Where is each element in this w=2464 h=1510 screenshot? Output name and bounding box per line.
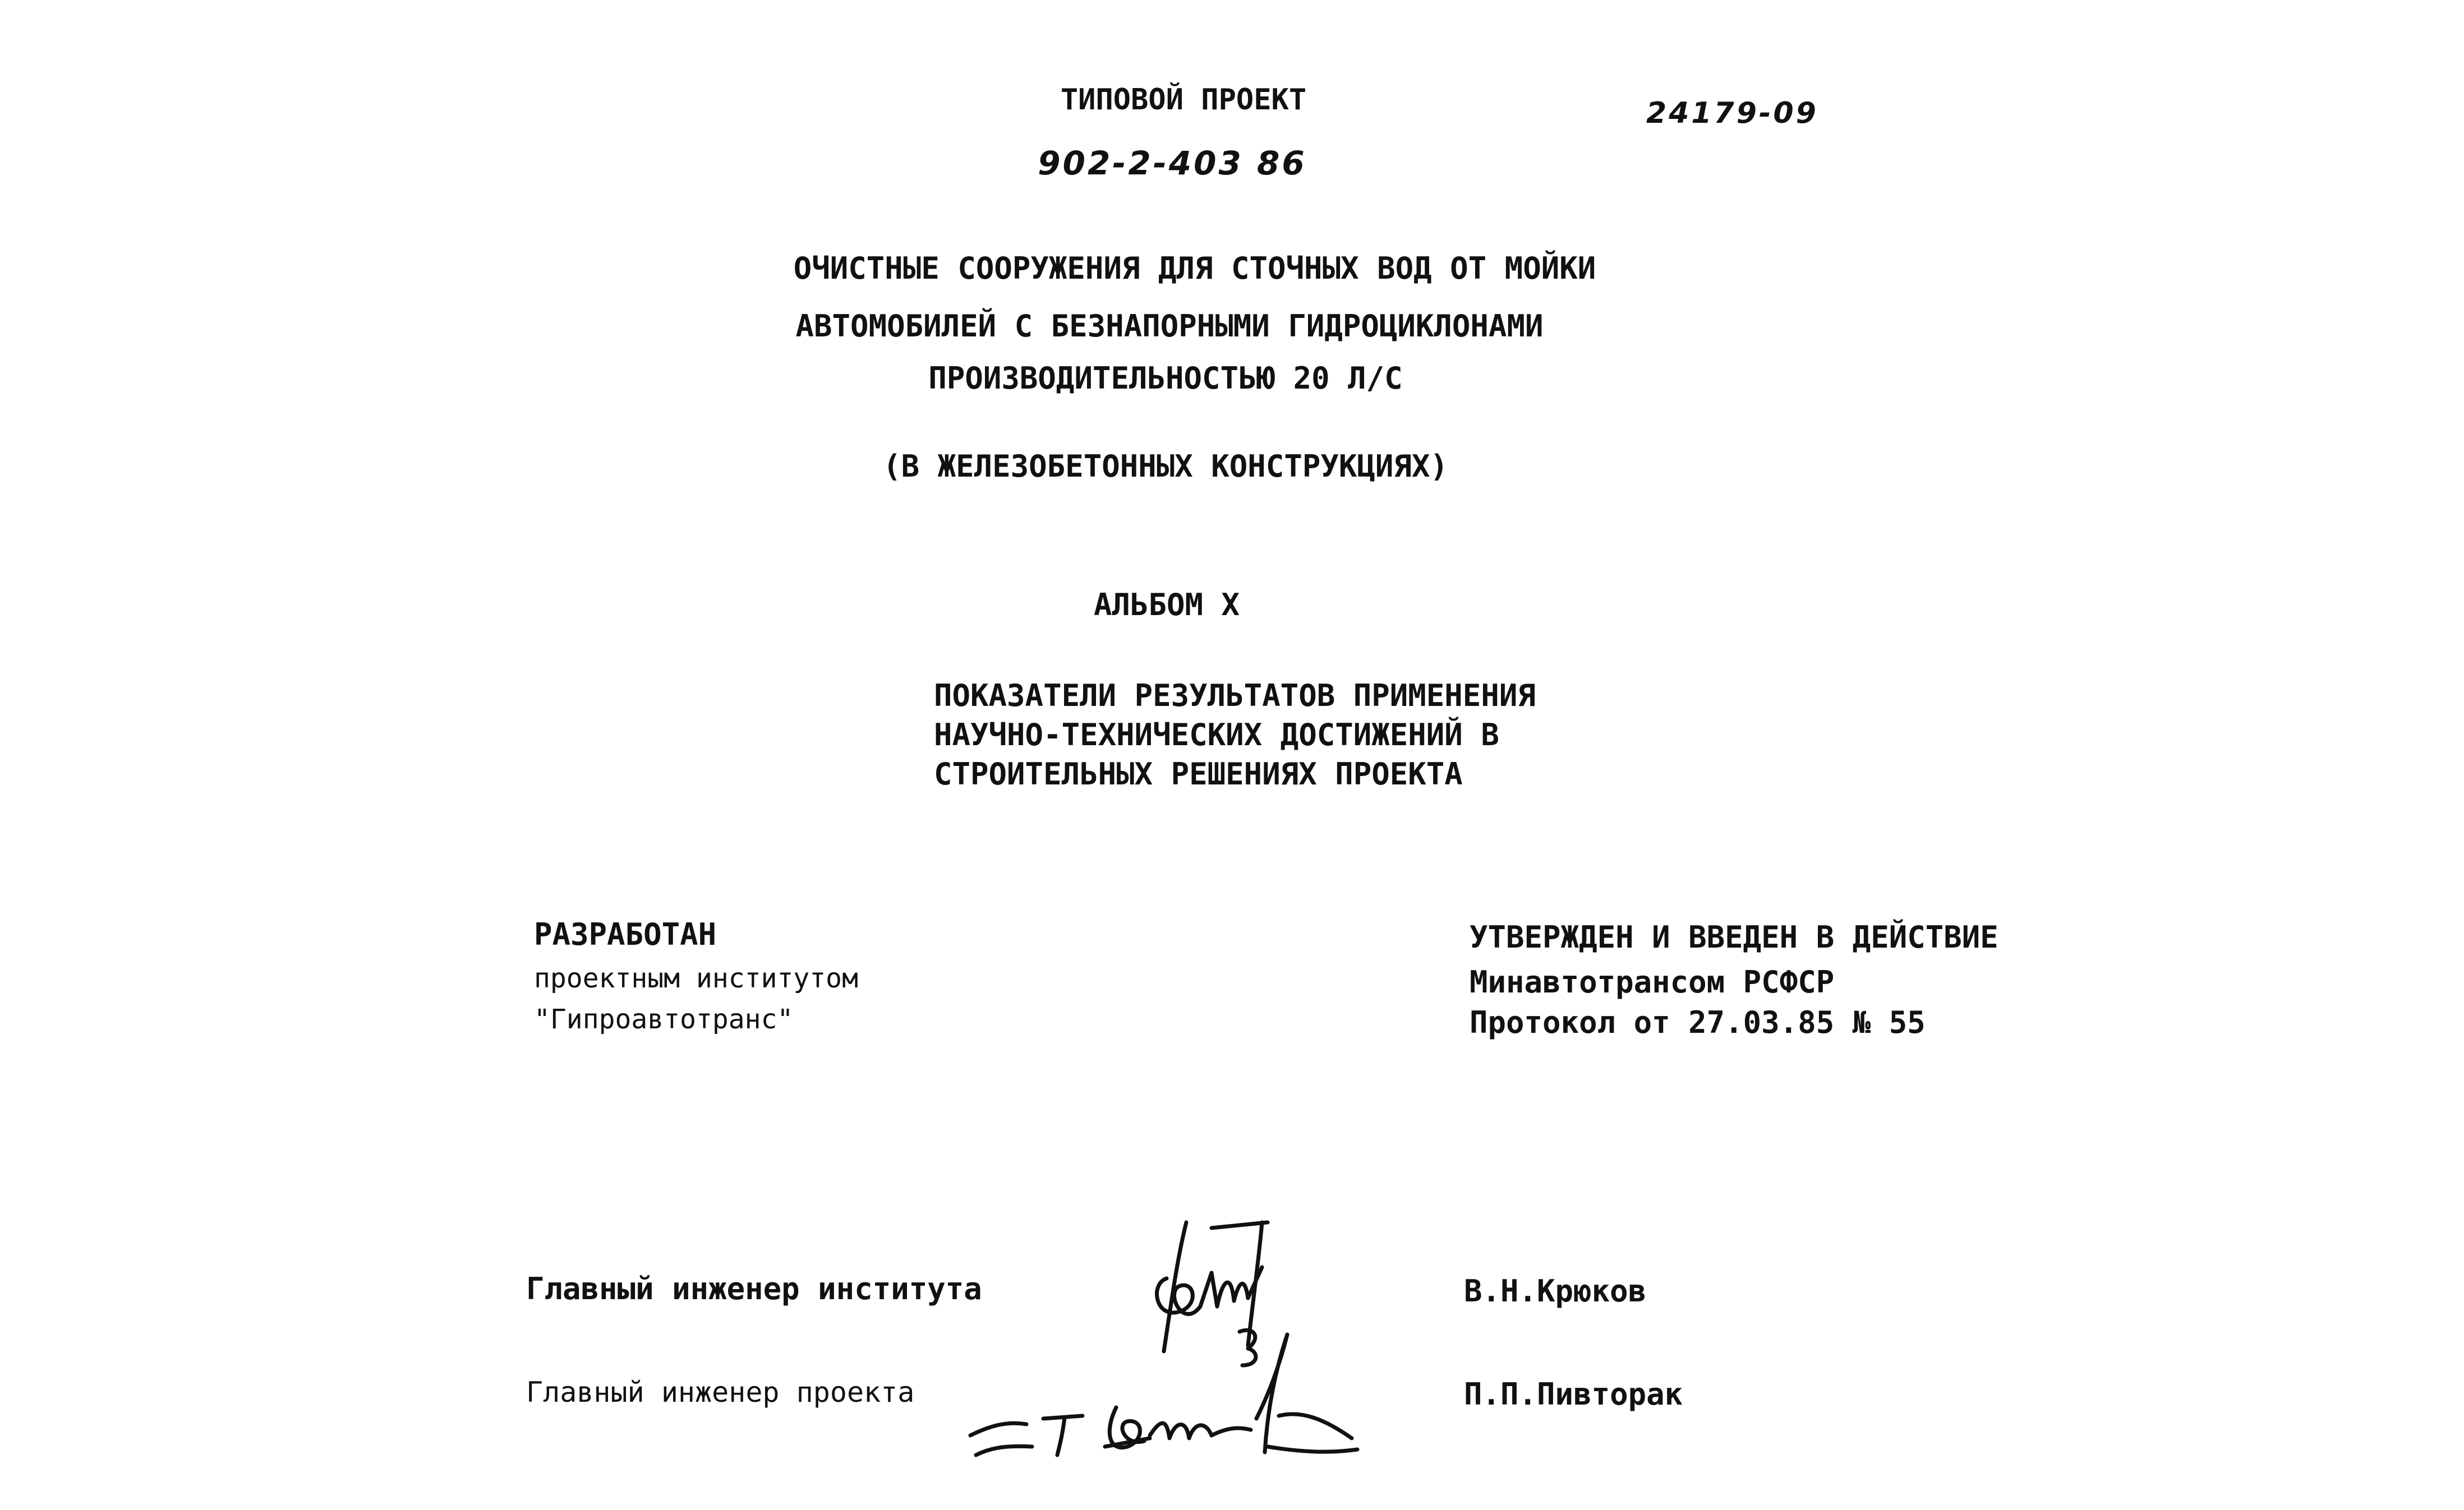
project-number: 902-2-403 86 [1038,144,1307,182]
chief-engineer-institute-name: В.Н.Крюков [1464,1273,1647,1309]
construction-note: (В ЖЕЛЕЗОБЕТОННЫХ КОНСТРУКЦИЯХ) [883,449,1448,484]
title-line-3: ПРОИЗВОДИТЕЛЬНОСТЬЮ 20 Л/С [928,361,1403,396]
inventory-number: 24179-09 [1646,96,1818,130]
signature-project-engineer [965,1306,1391,1463]
title-line-2: АВТОМОБИЛЕЙ С БЕЗНАПОРНЫМИ ГИДРОЦИКЛОНАМИ [795,308,1544,344]
approval-line-2: Протокол от 27.03.85 № 55 [1470,1005,1926,1040]
approval-heading: УТВЕРЖДЕН И ВВЕДЕН В ДЕЙСТВИЕ [1470,920,1998,955]
album-title-line-3: СТРОИТЕЛЬНЫХ РЕШЕНИЯХ ПРОЕКТА [934,756,1463,792]
developer-line-2: "Гипроавтотранс" [534,1004,794,1035]
developer-heading: РАЗРАБОТАН [534,917,717,952]
approval-line-1: Минавтотрансом РСФСР [1470,964,1835,1000]
chief-engineer-project-name: П.П.Пивторак [1464,1377,1683,1412]
album-title-line-1: ПОКАЗАТЕЛИ РЕЗУЛЬТАТОВ ПРИМЕНЕНИЯ [934,678,1536,713]
album-label: АЛЬБОМ X [1093,587,1240,622]
title-line-1: ОЧИСТНЫЕ СООРУЖЕНИЯ ДЛЯ СТОЧНЫХ ВОД ОТ МОЙКИ [793,251,1596,286]
document-type-heading: ТИПОВОЙ ПРОЕКТ [1060,83,1307,117]
chief-engineer-institute-role: Главный инженер института [526,1271,982,1306]
chief-engineer-project-role: Главный инженер проекта [526,1376,915,1409]
album-title-line-2: НАУЧНО-ТЕХНИЧЕСКИХ ДОСТИЖЕНИЙ В [934,717,1499,752]
developer-line-1: проектным институтом [534,963,858,994]
